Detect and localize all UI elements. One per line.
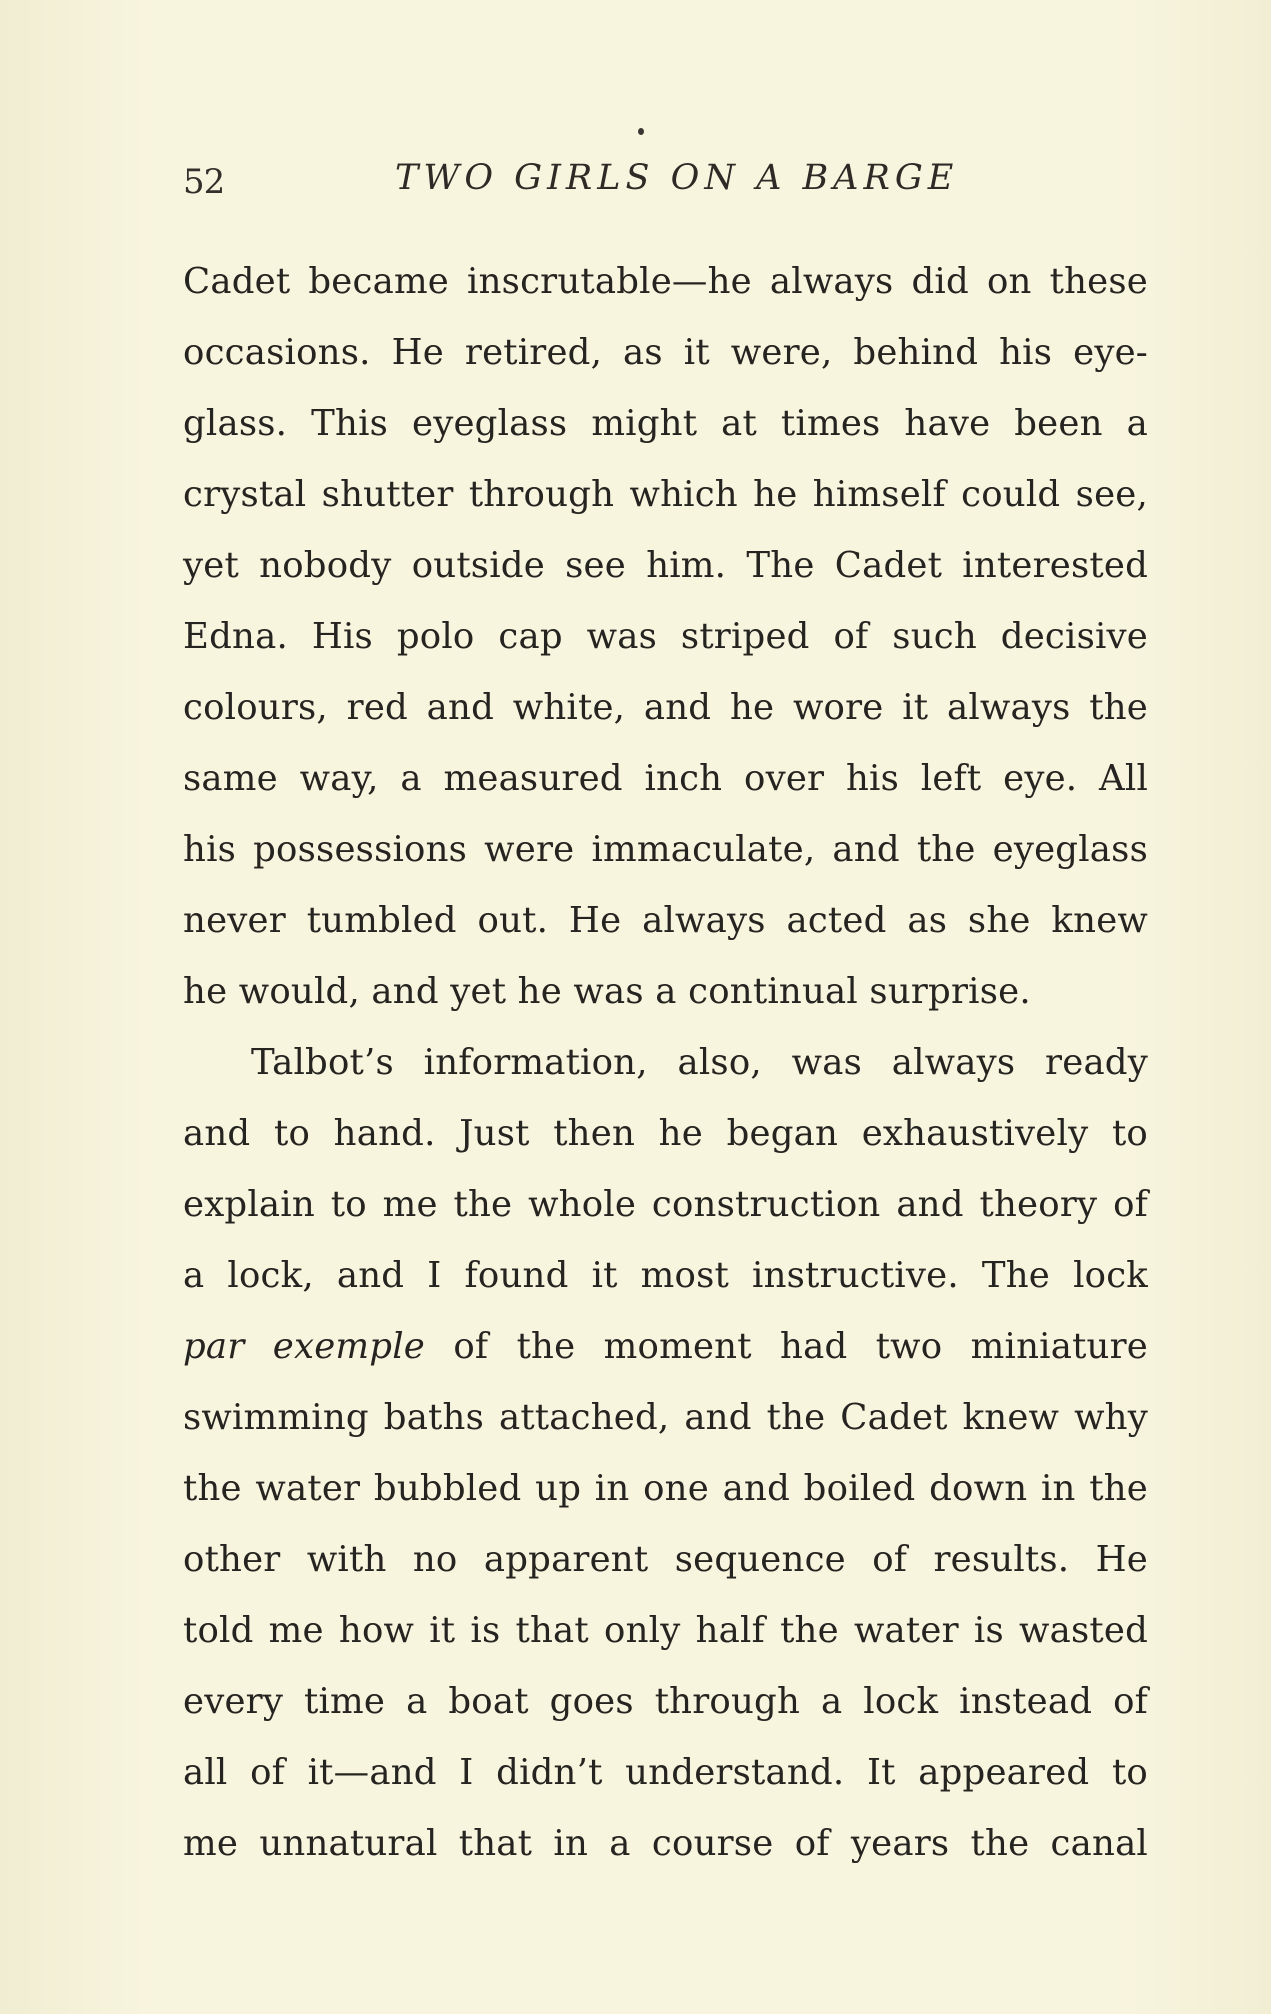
text-line: every time a boat goes through a lock instead of [183, 1681, 1148, 1722]
text-line: explain to me the whole construction and theory of [183, 1184, 1148, 1225]
running-title: TWO GIRLS ON A BARGE [395, 158, 959, 198]
text-line-rest: of the moment had two miniature [453, 1326, 1148, 1367]
text-line: Edna. His polo cap was striped of such decisive [183, 616, 1148, 657]
text-line: he would, and yet he was a continual surprise. [183, 971, 1031, 1012]
text-line: glass. This eyeglass might at times have been a [183, 403, 1148, 444]
text-line: occasions. He retired, as it were, behind his eye- [183, 332, 1148, 373]
text-line: yet nobody outside see him. The Cadet interested [183, 545, 1148, 586]
text-line: Cadet became inscrutable—he always did on these [183, 261, 1148, 302]
text-line-with-italic [183, 1311, 1148, 1382]
text-line: his possessions were immaculate, and the eyeglass [183, 829, 1148, 870]
text-line: a lock, and I found it most instructive. The lock [183, 1255, 1148, 1296]
ink-dot [638, 128, 644, 135]
body-text [183, 246, 1148, 1879]
text-line: me unnatural that in a course of years the canal [183, 1823, 1148, 1864]
text-line: the water bubbled up in one and boiled down in the [183, 1468, 1148, 1509]
text-line: told me how it is that only half the water is wasted [183, 1610, 1148, 1651]
text-line: colours, red and white, and he wore it always the [183, 687, 1148, 728]
italic-phrase: par exemple [183, 1326, 425, 1367]
text-line: all of it—and I didn’t understand. It appeared to [183, 1752, 1148, 1793]
page-number: 52 [183, 162, 225, 202]
page-header [183, 158, 1103, 208]
text-line: swimming baths attached, and the Cadet knew why [183, 1397, 1148, 1438]
text-line: Talbot’s information, also, was always ready [251, 1042, 1148, 1083]
text-line: crystal shutter through which he himself could see, [183, 474, 1148, 515]
text-line: never tumbled out. He always acted as she knew [183, 900, 1148, 941]
text-line: other with no apparent sequence of results. He [183, 1539, 1148, 1580]
text-line: same way, a measured inch over his left eye. All [183, 758, 1148, 799]
text-line: and to hand. Just then he began exhaustively to [183, 1113, 1148, 1154]
